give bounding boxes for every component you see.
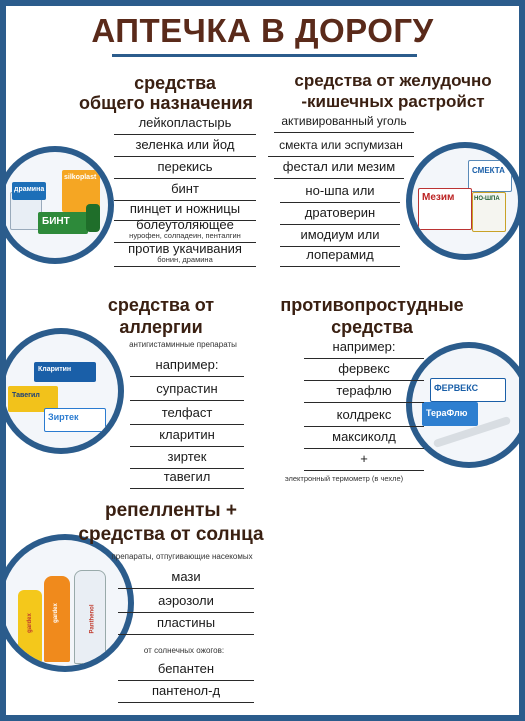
general-note-motion: бонин, драмина (157, 255, 213, 264)
cold-title-line1: противопростудные (280, 295, 464, 315)
product-label-silkoplast: silkoplast (64, 174, 97, 181)
cold-item-example: например: (304, 338, 424, 359)
product-label-dramina: драмина (14, 186, 45, 193)
stomach-item-smecta: смекта или эспумизан (268, 136, 414, 157)
product-label-noshpa: НО-ШПА (474, 196, 500, 202)
repellent-item-bepanten: бепантен (118, 660, 254, 681)
repellent-item-plates: пластины (118, 614, 254, 635)
general-item-green: зеленка или йод (114, 136, 256, 157)
allergy-item-zyrtec: зиртек (130, 448, 244, 469)
stomach-image-circle (406, 142, 524, 260)
product-label-claritin: Кларитин (38, 366, 72, 373)
product-label-zyrtec: Зиртек (48, 412, 79, 422)
product-label-smecta: СМЕКТА (472, 166, 505, 175)
product-label-tavegil: Тавегил (12, 392, 40, 399)
stomach-item-imodium: имодиум или (280, 226, 400, 247)
general-item-peroxide: перекись (114, 158, 256, 179)
general-title-line1: средства (134, 73, 216, 93)
cold-item-fervex: фервекс (304, 360, 424, 381)
cold-title-line2: средства (331, 317, 413, 337)
allergy-item-telfast: телфаст (130, 404, 244, 425)
allergy-item-claritin: кларитин (130, 426, 244, 447)
general-item-motion-label: против укачивания (128, 241, 242, 256)
general-title-line2: общего назначения (79, 93, 253, 113)
general-item-plaster: лейкопластырь (114, 114, 256, 135)
cold-item-coldrex: колдрекс (304, 406, 424, 427)
title-underline (112, 54, 417, 57)
stomach-item-charcoal: активированный уголь (274, 112, 414, 133)
stomach-item-drotaverine: дратоверин (280, 204, 400, 225)
allergy-image-circle (0, 328, 124, 454)
general-item-bandage: бинт (114, 180, 256, 201)
allergy-title-line2: аллергии (119, 317, 203, 337)
general-note-painkiller: нурофен, солпадеин, пенталгин (129, 231, 241, 240)
repellent-title-line1: репелленты + (104, 500, 238, 521)
repellent-item-ointments: мази (118, 568, 254, 589)
allergy-item-tavegil: тавегил (130, 468, 244, 489)
general-image-circle (0, 146, 114, 264)
stomach-title-line2: -кишечных растройст (301, 92, 485, 111)
stomach-item-noshpa: но-шпа или (280, 182, 400, 203)
general-item-painkiller-label: болеутоляющее (136, 217, 234, 232)
product-label-gardex-2: gardex (52, 603, 59, 623)
product-label-mezim: Мезим (422, 192, 455, 203)
product-label-gardex-1: gardex (26, 613, 33, 633)
repellent-note-sun: от солнечных ожогов: (143, 646, 225, 655)
product-label-panthenol: Panthenol (89, 604, 96, 634)
product-label-bint: БИНТ (42, 216, 70, 227)
allergy-title-line1: средства от (107, 295, 215, 315)
repellent-item-panthenol: пантенол-д (118, 682, 254, 703)
stomach-title-line1: средства от желудочно (294, 71, 492, 90)
cold-item-maxicold: максиколд (304, 428, 424, 449)
cold-item-theraflu: терафлю (304, 382, 424, 403)
product-label-fervex: ФЕРВЕКС (434, 383, 479, 393)
product-label-theraflu: ТераФлю (426, 408, 468, 418)
cold-item-plus: + (304, 450, 424, 471)
repellent-title-line2: средства от солнца (78, 524, 264, 545)
allergy-note: антигистаминные препараты (129, 340, 237, 349)
stomach-item-festal: фестал или мезим (274, 158, 404, 179)
stomach-item-loperamide: лоперамид (280, 246, 400, 267)
page-title: АПТЕЧКА В ДОРОГУ (91, 12, 434, 49)
repellent-item-aerosols: аэрозоли (118, 592, 254, 613)
general-item-tweezers: пинцет и ножницы (114, 200, 256, 221)
cold-note-thermometer: электронный термометр (в чехле) (284, 474, 404, 483)
repellent-note-insects: препараты, отпугивающие насекомых (111, 552, 253, 561)
allergy-item-suprastin: супрастин (130, 380, 244, 401)
general-item-motion (114, 242, 256, 267)
general-item-painkiller (114, 218, 256, 243)
allergy-item-example: например: (130, 356, 244, 377)
